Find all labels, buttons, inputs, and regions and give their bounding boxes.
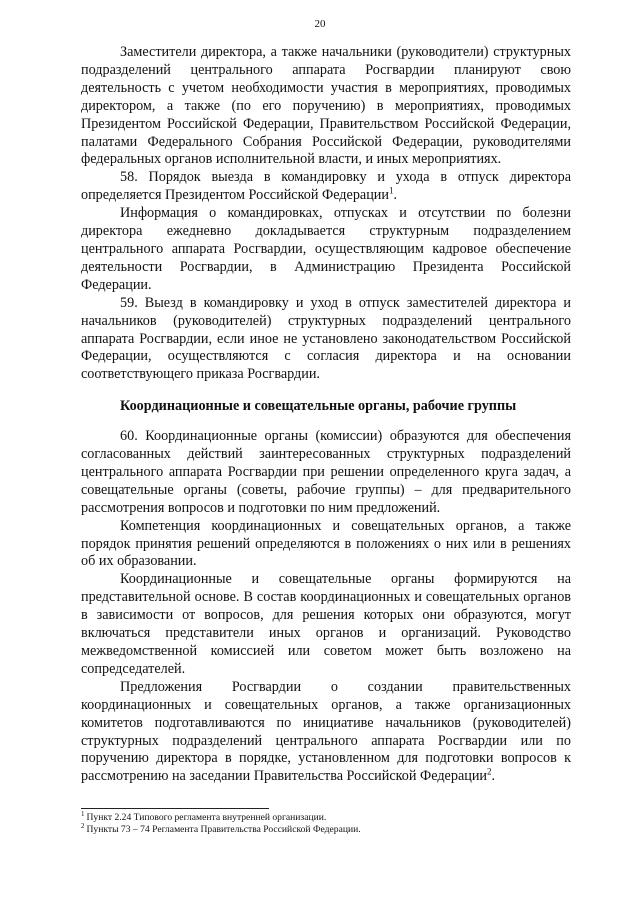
footnote-ref-1[interactable]: 1 (389, 185, 394, 196)
paragraph-competence: Компетенция координационных и совещательных органов, а также порядок принятия решений определяются в положениях о них или в решениях об их образовании. (81, 517, 571, 570)
footnote-ref-2[interactable]: 2 (487, 766, 492, 777)
document-body (81, 44, 571, 786)
section-heading: Координационные и совещательные органы, рабочие группы (120, 398, 517, 415)
paragraph-proposals-text: Предложения Росгвардии о создании правительственных координационных и совещательных органов, а также организационных комитетов подготавливаются по инициативе начальников (руководителей) структурных подразделений центрального аппарата Росгвардии или по поручению директора в порядке, установленном для подготовки вопросов к рассмотрению на заседании Правительства Российской Федерации (81, 678, 571, 785)
footnote-1-number: 1 (81, 809, 85, 818)
page-number: 20 (314, 18, 326, 30)
footnote-2-number: 2 (81, 821, 85, 830)
paragraph-60: 60. Координационные органы (комиссии) образуются для обеспечения согласованных действий заинтересованных структурных подразделений центрального аппарата Росгвардии при решении определенного круга задач, а совещательные органы (советы, рабочие группы) – для предварительного рассмотрения вопросов и подготовки по ним предложений. (81, 428, 571, 516)
footnote-1-text: Пункт 2.24 Типового регламента внутренней организации. (86, 812, 327, 823)
footnote-divider (81, 808, 269, 809)
paragraph-proposals-period: . (491, 768, 496, 785)
paragraph-deputies-planning: Заместители директора, а также начальники (руководители) структурных подразделений центрального аппарата Росгвардии планируют свою деятельность с учетом необходимости участия в мероприятиях, проводимых директором, а также (по его поручению) в мероприятиях, проводимых Президентом Российской Федерации, Правительством Российской Федерации, палатами Федерального Собрания Российской Федерации, руководителями федеральных органов исполнительной власти, и иных мероприятиях. (81, 44, 571, 168)
footnote-1 (81, 809, 571, 824)
footnote-2-text: Пункты 73 – 74 Регламента Правительства Российской Федерации. (86, 824, 361, 835)
paragraph-formation: Координационные и совещательные органы формируются на представительной основе. В состав координационных и совещательных органов в зависимости от вопросов, для решения которых они образуются, могут включаться представители иных органов и организаций. Руководство межведомственной комиссией или советом может быть возложено на сопредседателей. (81, 571, 571, 677)
paragraph-58 (81, 169, 571, 205)
footnote-2 (81, 821, 571, 836)
paragraph-58-text: 58. Порядок выезда в командировку и ухода в отпуск директора определяется Президентом Российской Федерации (81, 169, 571, 204)
paragraph-trip-info: Информация о командировках, отпусках и отсутствии по болезни директора ежедневно докладывается структурным подразделением центрального аппарата Росгвардии, осуществляющим кадровое обеспечение деятельности Росгвардии, в Администрацию Президента Российской Федерации. (81, 205, 571, 293)
paragraph-58-period: . (393, 187, 398, 204)
footnotes (81, 809, 571, 836)
paragraph-proposals (81, 679, 571, 786)
paragraph-59: 59. Выезд в командировку и уход в отпуск заместителей директора и начальников (руководителей) структурных подразделений центрального аппарата Росгвардии, если иное не установлено законодательством Российской Федерации, осуществляются с согласия директора и на основании соответствующего приказа Росгвардии. (81, 294, 571, 383)
